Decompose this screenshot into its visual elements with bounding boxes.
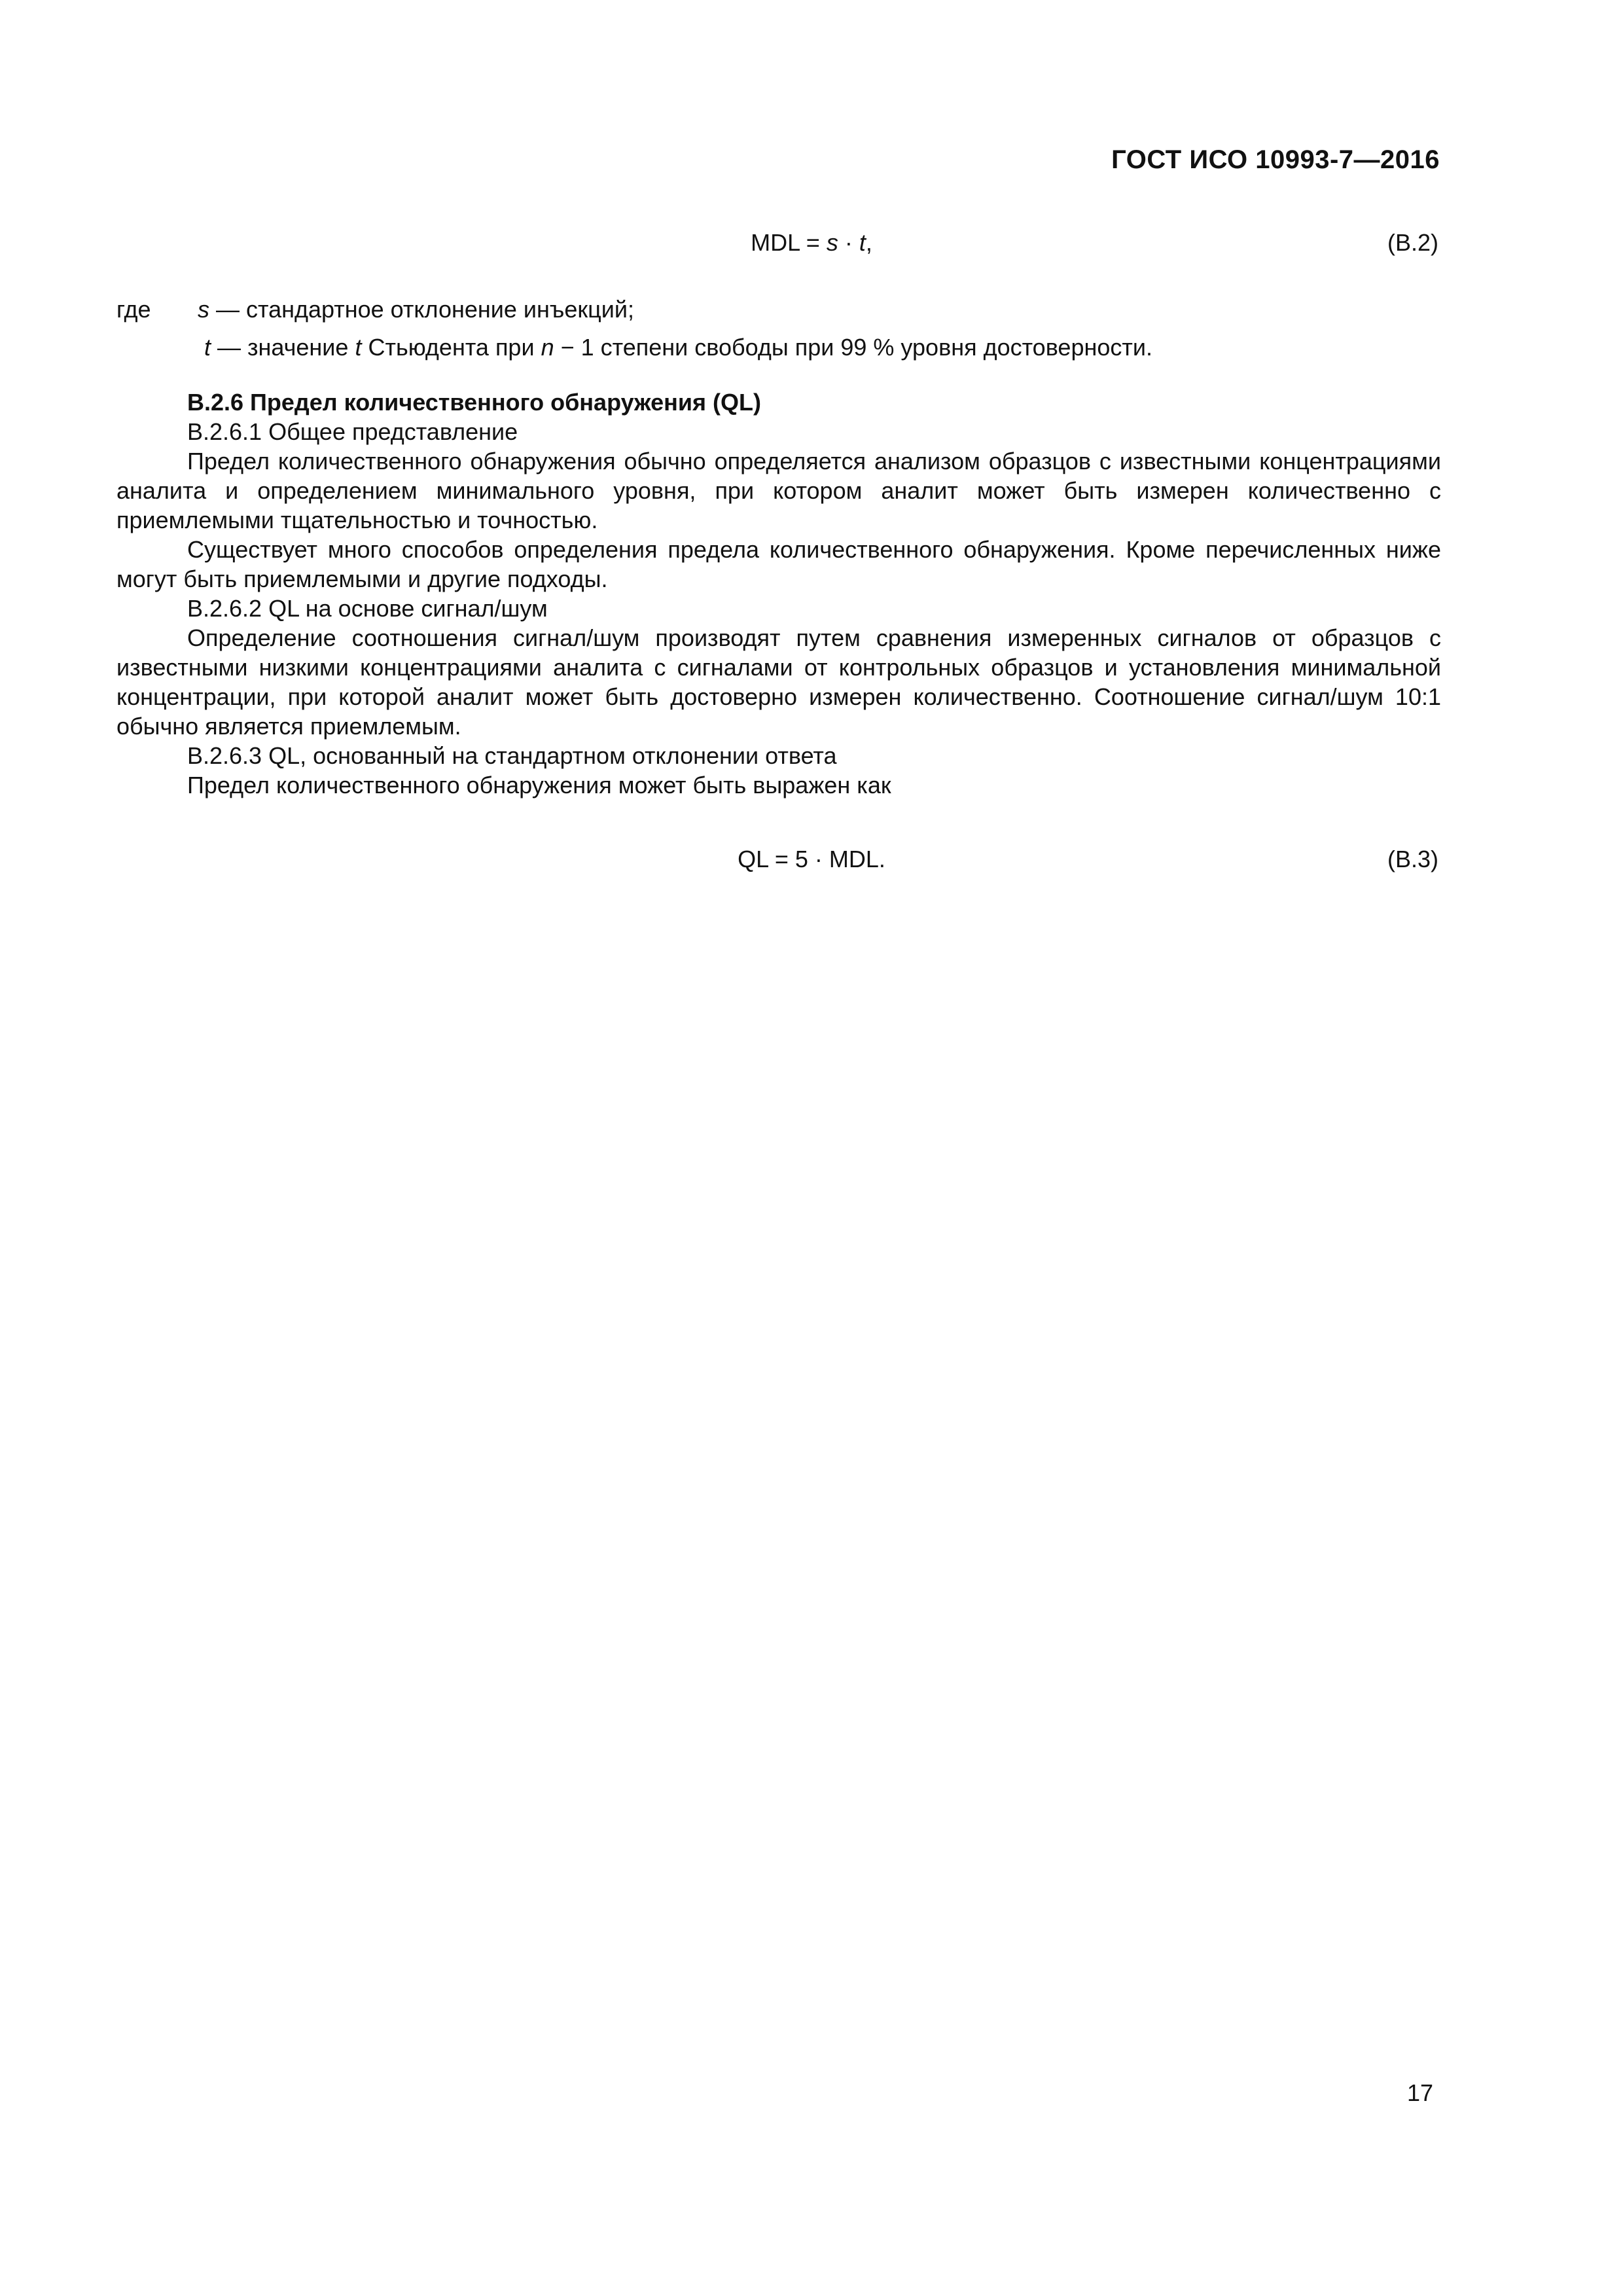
where-label: где — [116, 296, 151, 323]
paragraph-2: Существует много способов определения предела количественного обнаружения. Кроме перечисленных ниже могут быть приемлемыми и другие подходы. — [116, 536, 1441, 592]
formula-b2-t: t — [859, 229, 866, 256]
subsection-b263: B.2.6.3 QL, основанный на стандартном отклонении ответа — [187, 742, 837, 769]
formula-b2 — [0, 229, 1623, 257]
section-heading: B.2.6 Предел количественного обнаружения (QL) — [187, 389, 761, 416]
equation-number-b3: (B.3) — [1387, 846, 1438, 872]
document-header: ГОСТ ИСО 10993-7—2016 — [1111, 145, 1440, 174]
formula-b2-lhs: MDL = — [751, 229, 827, 256]
definition-t-text-c: − 1 степени свободы при 99 % уровня достоверности. — [554, 334, 1152, 361]
definition-s-text: стандартное отклонение инъекций; — [246, 296, 634, 323]
paragraph-3: Определение соотношения сигнал/шум производят путем сравнения измеренных сигналов от образцов с известными низкими концентрациями аналита с сигналами от контрольных образцов и установления минимальной концентрации, при которой аналит может быть достоверно измерен количественно. Соотношение сигнал/шум 10:1 обычно является приемлемым. — [116, 624, 1441, 740]
paragraph-4: Предел количественного обнаружения может быть выражен как — [187, 772, 891, 798]
definition-t-text-a: значение — [247, 334, 355, 361]
formula-b2-dot: · — [838, 229, 859, 256]
subsection-b261: B.2.6.1 Общее представление — [187, 418, 518, 445]
definition-s-symbol: s — [198, 296, 209, 323]
definition-t-italic-t: t — [355, 334, 362, 361]
subsection-b262: B.2.6.2 QL на основе сигнал/шум — [187, 595, 548, 622]
paragraph-1: Предел количественного обнаружения обычно определяется анализом образцов с известными концентрациями аналита и определением минимального уровня, при котором аналит может быть измерен количественно с приемлемыми тщательностью и точностью. — [116, 448, 1441, 533]
formula-b3: QL = 5 · MDL. — [738, 846, 885, 872]
definition-t — [204, 334, 1152, 361]
definition-t-text-b: Стьюдента при — [361, 334, 541, 361]
formula-b2-s: s — [826, 229, 838, 256]
equation-number-b2: (B.2) — [1387, 229, 1438, 256]
definition-s-dash: — — [209, 296, 247, 323]
section-b26 — [116, 387, 1441, 800]
definition-t-dash: — — [211, 334, 248, 361]
formula-b2-tail: , — [865, 229, 872, 256]
definition-t-symbol: t — [204, 334, 211, 361]
page-number: 17 — [1406, 2079, 1433, 2106]
definition-s — [198, 296, 634, 323]
definition-t-italic-n: n — [541, 334, 554, 361]
